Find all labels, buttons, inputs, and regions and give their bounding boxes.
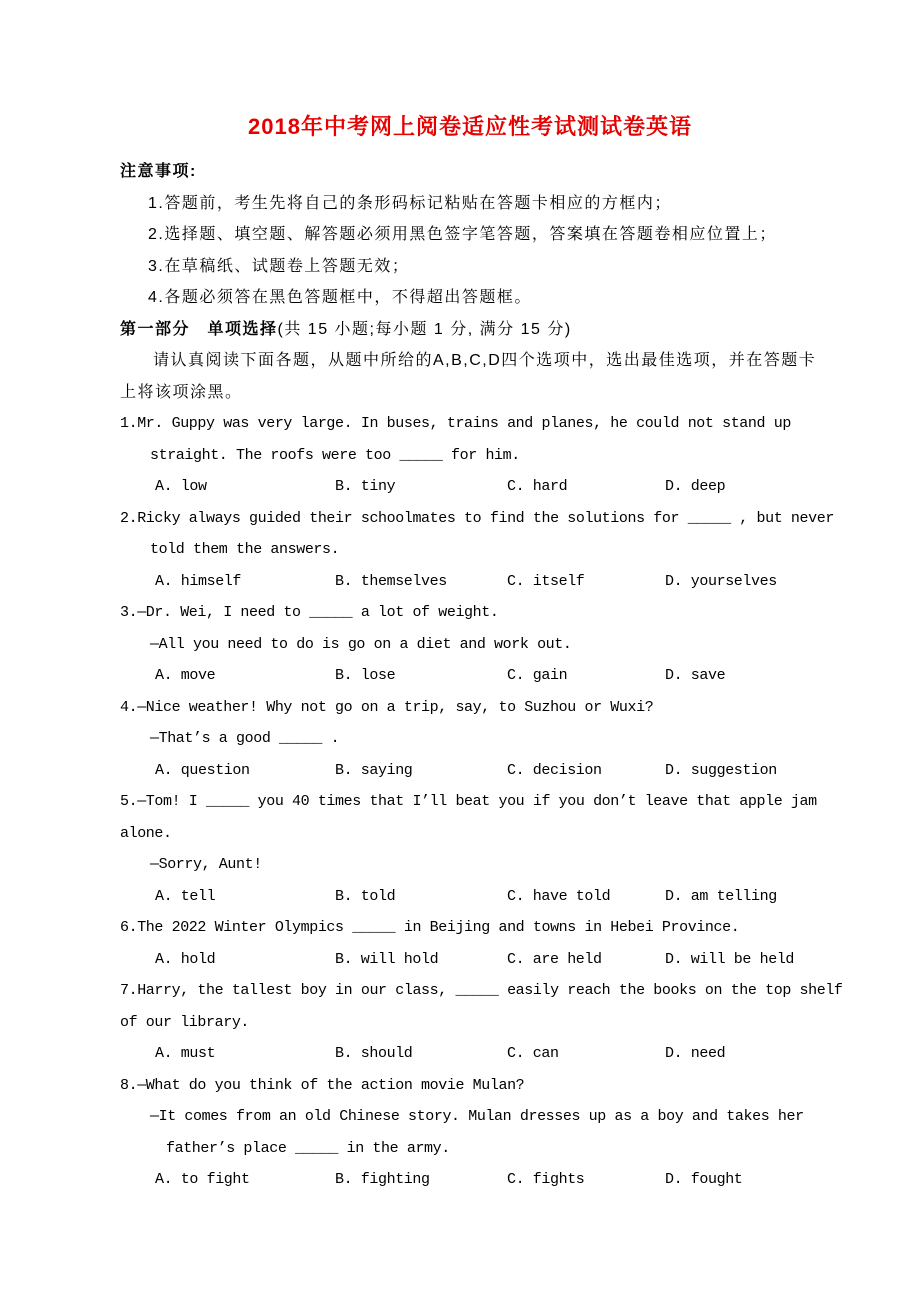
options-row [120, 944, 820, 976]
question-block [120, 408, 820, 503]
question-block [120, 912, 820, 975]
option-c: C. fights [507, 1171, 585, 1188]
question-stem-line: straight. The roofs were too _____ for him. [150, 446, 520, 464]
option-b: B. should [335, 1045, 413, 1062]
question-stem-line: —Sorry, Aunt! [150, 856, 262, 873]
option-c: C. gain [507, 667, 568, 684]
question-stem-line: 8.—What do you think of the action movie Mulan? [120, 1076, 525, 1094]
option-d: D. suggestion [665, 761, 777, 779]
option-d: D. am telling [665, 887, 777, 905]
option-c: C. hard [507, 478, 568, 495]
notice-section [120, 156, 820, 314]
options-row [120, 566, 820, 598]
instruction-line: 请认真阅读下面各题，从题中所给的A,B,C,D四个选项中，选出最佳选项，并在答题卡 [153, 352, 817, 369]
option-a: A. low [155, 478, 207, 495]
question-stem-line: 2.Ricky always guided their schoolmates to find the solutions for _____ , but never [120, 509, 834, 527]
option-d: D. yourselves [665, 572, 777, 590]
notice-item: 3.在草稿纸、试题卷上答题无效； [148, 257, 410, 275]
question-block [120, 503, 834, 598]
question-stem-line: told them the answers. [150, 541, 340, 558]
question-stem-line: 7.Harry, the tallest boy in our class, _____ easily reach the books on the top shelf [120, 982, 843, 999]
options-row [120, 660, 820, 692]
option-d: D. save [665, 667, 726, 684]
option-d: D. need [665, 1045, 726, 1062]
question-stem-line: —It comes from an old Chinese story. Mulan dresses up as a boy and takes her [150, 1108, 804, 1125]
option-b: B. fighting [335, 1171, 430, 1188]
options-row [120, 1038, 820, 1070]
question-stem-line: —All you need to do is go on a diet and work out. [150, 635, 572, 653]
section-heading-title: 第一部分 单项选择 [120, 320, 278, 338]
question-block [120, 975, 843, 1070]
option-b: B. themselves [335, 572, 447, 590]
options-row [120, 881, 820, 913]
question-stem-line: 6.The 2022 Winter Olympics _____ in Beijing and towns in Hebei Province. [120, 919, 740, 936]
notice-items [120, 188, 820, 314]
question-stem-line: father’s place _____ in the army. [166, 1139, 450, 1157]
question-stem-line: 5.—Tom! I _____ you 40 times that I’ll beat you if you don’t leave that apple jam [120, 793, 817, 810]
option-a: A. hold [155, 950, 216, 968]
option-a: A. must [155, 1045, 216, 1062]
option-b: B. tiny [335, 478, 396, 495]
questions-list [120, 408, 843, 1196]
question-stem-line: —That’s a good _____ . [150, 730, 340, 747]
instruction-line: 上将该项涂黑。 [120, 383, 243, 401]
question-stem-line: 1.Mr. Guppy was very large. In buses, trains and planes, he could not stand up [120, 415, 791, 432]
notice-heading: 注意事项: [120, 163, 197, 180]
options-row [120, 755, 820, 787]
section-heading-meta: (共 15 小题;每小题 1 分, 满分 15 分) [277, 320, 572, 338]
option-b: B. saying [335, 761, 413, 779]
option-a: A. tell [155, 887, 216, 905]
option-d: D. will be held [665, 950, 795, 968]
option-b: B. will hold [335, 950, 439, 968]
question-stem-line: 4.—Nice weather! Why not go on a trip, say, to Suzhou or Wuxi? [120, 698, 654, 716]
option-b: B. lose [335, 667, 396, 684]
option-c: C. are held [507, 950, 602, 968]
option-a: A. move [155, 667, 216, 684]
question-block [120, 597, 820, 692]
section-instructions [120, 345, 820, 408]
page-title: 2018年中考网上阅卷适应性考试测试卷英语 [248, 114, 692, 139]
notice-item: 4.各题必须答在黑色答题框中，不得超出答题框。 [148, 289, 532, 306]
question-block [120, 1070, 820, 1196]
options-row [120, 1164, 820, 1196]
question-stem-line: of our library. [120, 1013, 250, 1031]
notice-item: 1.答题前，考生先将自己的条形码标记粘贴在答题卡相应的方框内； [148, 194, 672, 212]
option-b: B. told [335, 887, 396, 905]
option-a: A. himself [155, 572, 242, 590]
question-stem-line: 3.—Dr. Wei, I need to _____ a lot of weight. [120, 604, 499, 621]
option-d: D. deep [665, 478, 726, 495]
question-block [120, 786, 820, 912]
options-row [120, 471, 820, 503]
option-c: C. have told [507, 887, 611, 905]
option-d: D. fought [665, 1171, 743, 1188]
question-stem-line: alone. [120, 824, 172, 842]
option-c: C. can [507, 1045, 559, 1062]
option-a: A. question [155, 761, 250, 779]
option-a: A. to fight [155, 1171, 250, 1188]
option-c: C. decision [507, 761, 602, 779]
section-heading [120, 314, 820, 346]
notice-item: 2.选择题、填空题、解答题必须用黑色签字笔答题，答案填在答题卷相应位置上； [148, 226, 777, 243]
question-block [120, 692, 820, 787]
option-c: C. itself [507, 572, 585, 590]
